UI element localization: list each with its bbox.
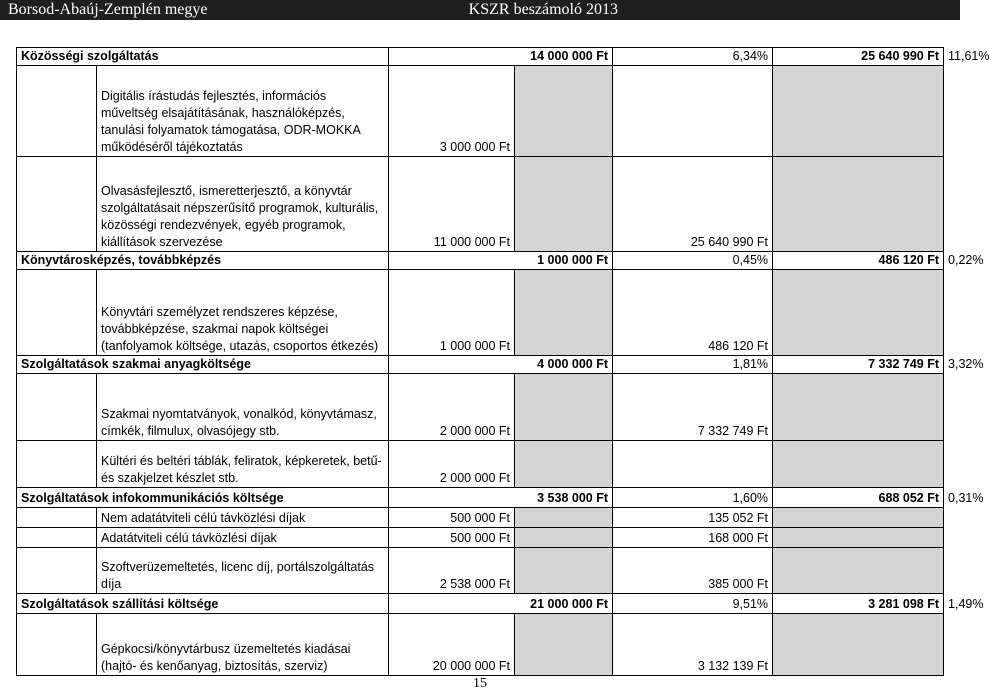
actual-amount: 7 332 749 Ft bbox=[773, 356, 944, 374]
item-row bbox=[17, 66, 944, 157]
actual-amount: 25 640 990 Ft bbox=[773, 48, 944, 66]
indent-cell bbox=[17, 66, 97, 157]
item-description: Kültéri és beltéri táblák, feliratok, képkeretek, betű- és szakjelzet készlet stb. bbox=[97, 441, 389, 488]
shaded-cell bbox=[515, 157, 613, 252]
shaded-cell bbox=[515, 528, 613, 548]
shaded-cell bbox=[515, 66, 613, 157]
item-actual-amount: 486 120 Ft bbox=[613, 270, 773, 356]
planned-amount: 4 000 000 Ft bbox=[389, 356, 613, 374]
indent-cell bbox=[17, 157, 97, 252]
item-row bbox=[17, 270, 944, 356]
item-actual-amount: 25 640 990 Ft bbox=[613, 157, 773, 252]
actual-amount: 688 052 Ft bbox=[773, 488, 944, 508]
item-description: Adatátviteli célú távközlési díjak bbox=[97, 528, 389, 548]
item-actual-amount: 3 132 139 Ft bbox=[613, 614, 773, 676]
item-planned-amount: 3 000 000 Ft bbox=[389, 66, 515, 157]
indent-cell bbox=[17, 528, 97, 548]
planned-percent: 9,51% bbox=[613, 594, 773, 614]
category-title: Közösségi szolgáltatás bbox=[17, 48, 389, 66]
item-planned-amount: 2 000 000 Ft bbox=[389, 374, 515, 441]
indent-cell bbox=[17, 374, 97, 441]
shaded-cell bbox=[515, 270, 613, 356]
shaded-cell bbox=[773, 548, 944, 594]
item-description: Gépkocsi/könyvtárbusz üzemeltetés kiadásai (hajtó- és kenőanyag, biztosítás, szerviz) bbox=[97, 614, 389, 676]
item-row bbox=[17, 441, 944, 488]
item-row bbox=[17, 614, 944, 676]
indent-cell bbox=[17, 270, 97, 356]
category-row: Szolgáltatások infokommunikációs költsége 3 538 000 Ft 1,60% 688 052 Ft 0,31% bbox=[17, 488, 944, 508]
item-description: Olvasásfejlesztő, ismeretterjesztő, a könyvtár szolgáltatásait népszerűsítő programok, kulturális, közösségi rendezvények, egyéb programok, kiállítások szervezése bbox=[97, 157, 389, 252]
shaded-cell bbox=[773, 157, 944, 252]
item-actual-amount bbox=[613, 66, 773, 157]
indent-cell bbox=[17, 508, 97, 528]
shaded-cell bbox=[773, 374, 944, 441]
actual-amount: 486 120 Ft bbox=[773, 252, 944, 270]
item-actual-amount: 168 000 Ft bbox=[613, 528, 773, 548]
shaded-cell bbox=[773, 614, 944, 676]
item-row bbox=[17, 157, 944, 252]
item-actual-amount bbox=[613, 441, 773, 488]
actual-amount: 3 281 098 Ft bbox=[773, 594, 944, 614]
shaded-cell bbox=[773, 528, 944, 548]
shaded-cell bbox=[773, 508, 944, 528]
shaded-cell bbox=[515, 548, 613, 594]
planned-amount: 1 000 000 Ft bbox=[389, 252, 613, 270]
item-row bbox=[17, 528, 944, 548]
item-description: Nem adatátviteli célú távközlési díjak bbox=[97, 508, 389, 528]
category-row: Könyvtárosképzés, továbbképzés 1 000 000 Ft 0,45% 486 120 Ft 0,22% bbox=[17, 252, 944, 270]
item-planned-amount: 2 538 000 Ft bbox=[389, 548, 515, 594]
item-row bbox=[17, 548, 944, 594]
shaded-cell bbox=[773, 441, 944, 488]
category-title: Szolgáltatások infokommunikációs költsége bbox=[17, 488, 389, 508]
item-planned-amount: 2 000 000 Ft bbox=[389, 441, 515, 488]
shaded-cell bbox=[773, 66, 944, 157]
planned-percent: 0,45% bbox=[613, 252, 773, 270]
shaded-cell bbox=[515, 508, 613, 528]
item-planned-amount: 500 000 Ft bbox=[389, 508, 515, 528]
item-actual-amount: 135 052 Ft bbox=[613, 508, 773, 528]
category-title: Szolgáltatások szakmai anyagköltsége bbox=[17, 356, 389, 374]
item-actual-amount: 385 000 Ft bbox=[613, 548, 773, 594]
item-planned-amount: 1 000 000 Ft bbox=[389, 270, 515, 356]
shaded-cell bbox=[515, 614, 613, 676]
item-row bbox=[17, 374, 944, 441]
planned-percent: 6,34% bbox=[613, 48, 773, 66]
item-actual-amount: 7 332 749 Ft bbox=[613, 374, 773, 441]
indent-cell bbox=[17, 441, 97, 488]
page-header bbox=[0, 0, 960, 20]
planned-amount: 14 000 000 Ft bbox=[389, 48, 613, 66]
item-planned-amount: 11 000 000 Ft bbox=[389, 157, 515, 252]
planned-percent: 1,81% bbox=[613, 356, 773, 374]
planned-percent: 1,60% bbox=[613, 488, 773, 508]
category-title: Könyvtárosképzés, továbbképzés bbox=[17, 252, 389, 270]
category-row: Szolgáltatások szakmai anyagköltsége 4 000 000 Ft 1,81% 7 332 749 Ft 3,32% bbox=[17, 356, 944, 374]
indent-cell bbox=[17, 548, 97, 594]
shaded-cell bbox=[773, 270, 944, 356]
item-description: Könyvtári személyzet rendszeres képzése, továbbképzése, szakmai napok költségei (tanfolyamok költsége, utazás, csoportos étkezés) bbox=[97, 270, 389, 356]
shaded-cell bbox=[515, 374, 613, 441]
page-number: 15 bbox=[473, 676, 487, 691]
item-description: Szakmai nyomtatványok, vonalkód, könyvtámasz, címkék, filmulux, olvasójegy stb. bbox=[97, 374, 389, 441]
item-planned-amount: 500 000 Ft bbox=[389, 528, 515, 548]
planned-amount: 21 000 000 Ft bbox=[389, 594, 613, 614]
planned-amount: 3 538 000 Ft bbox=[389, 488, 613, 508]
budget-table bbox=[16, 47, 989, 676]
category-row: Szolgáltatások szállítási költsége 21 000 000 Ft 9,51% 3 281 098 Ft 1,49% bbox=[17, 594, 944, 614]
item-row bbox=[17, 508, 944, 528]
item-planned-amount: 20 000 000 Ft bbox=[389, 614, 515, 676]
item-description: Szoftverüzemeltetés, licenc díj, portálszolgáltatás díja bbox=[97, 548, 389, 594]
item-description: Digitális írástudás fejlesztés, információs műveltség elsajátításának, használóképzés, tanulási folyamatok támogatása, ODR-MOKKA működéséről tájékoztatás bbox=[97, 66, 389, 157]
header-county: Borsod-Abaúj-Zemplén megye bbox=[8, 1, 208, 18]
category-title: Szolgáltatások szállítási költsége bbox=[17, 594, 389, 614]
shaded-cell bbox=[515, 441, 613, 488]
indent-cell bbox=[17, 614, 97, 676]
category-row: Közösségi szolgáltatás 14 000 000 Ft 6,34% 25 640 990 Ft 11,61% bbox=[17, 48, 944, 66]
header-report-title: KSZR beszámoló 2013 bbox=[468, 1, 618, 18]
